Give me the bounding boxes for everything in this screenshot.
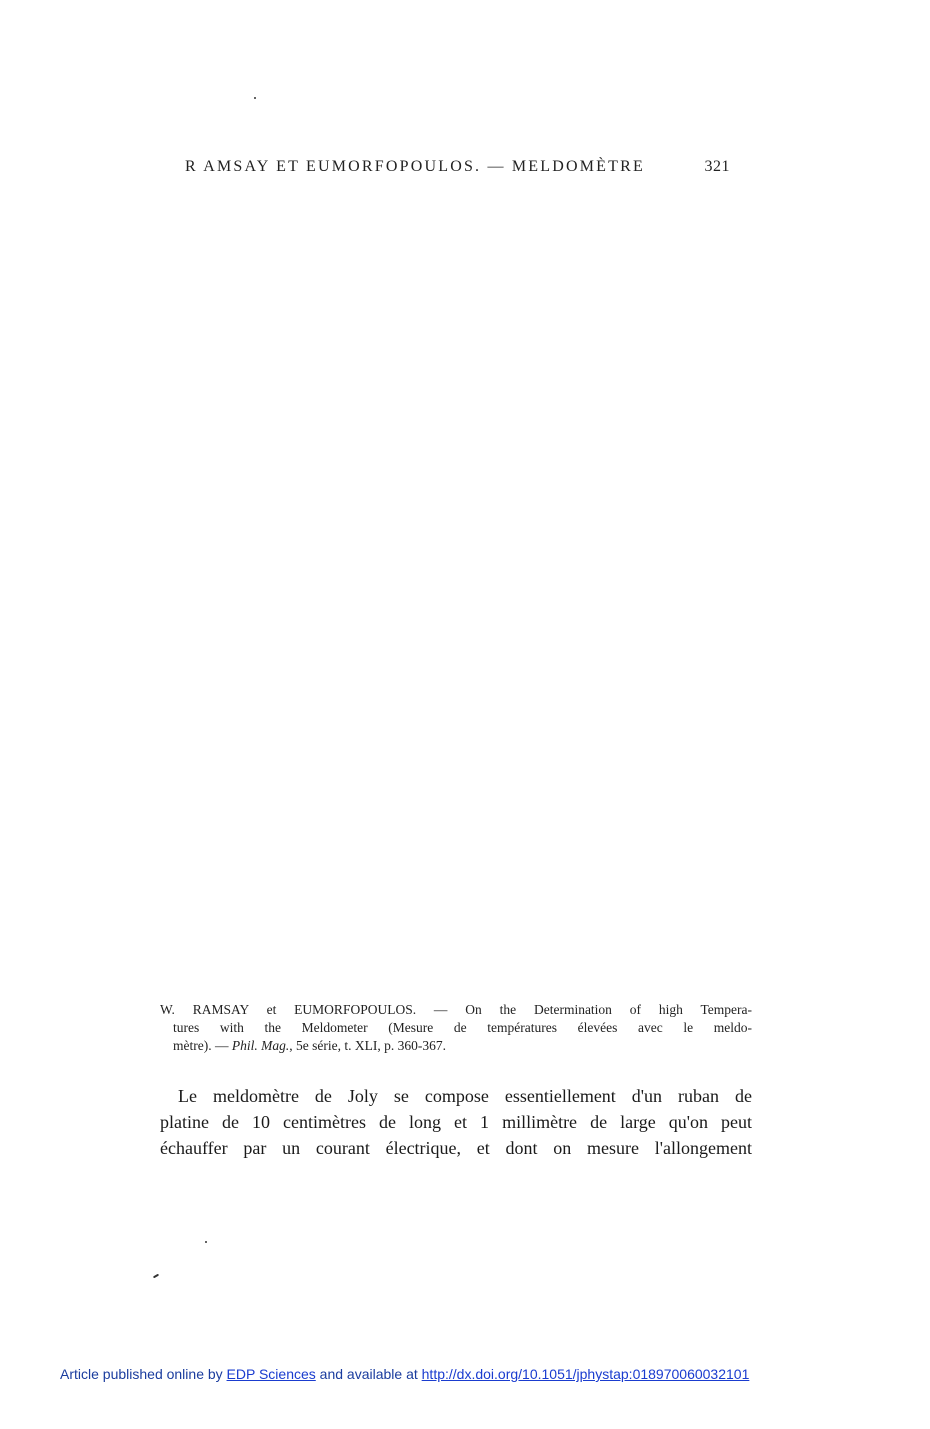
- body-line: Le meldomètre de Joly se compose essentiellement d'un ruban de: [178, 1086, 752, 1106]
- ink-speck: [153, 1274, 159, 1279]
- running-header-title: R AMSAY ET EUMORFOPOULOS. — MELDOMÈTRE: [185, 158, 645, 175]
- publisher-link[interactable]: EDP Sciences: [226, 1366, 316, 1382]
- journal-name: Phil. Mag.: [231, 1038, 290, 1053]
- body-paragraph: [160, 1083, 752, 1161]
- citation-line: W. RAMSAY et EUMORFOPOULOS. — On the Determination of high Tempera-: [160, 1002, 752, 1017]
- publication-footer: [60, 1366, 749, 1382]
- article-citation: [160, 1001, 752, 1055]
- ink-speck: [205, 1241, 207, 1243]
- footer-text: Article published online by: [60, 1366, 227, 1382]
- citation-text: mètre). —: [173, 1038, 232, 1053]
- page-number: 321: [704, 158, 730, 175]
- citation-line: tures with the Meldometer (Mesure de températures élevées avec le meldo-: [173, 1020, 752, 1035]
- body-line: platine de 10 centimètres de long et 1 millimètre de large qu'on peut: [160, 1112, 752, 1132]
- doi-link[interactable]: http://dx.doi.org/10.1051/jphystap:018970060032101: [421, 1366, 750, 1382]
- citation-text: , 5e série, t. XLI, p. 360-367.: [289, 1038, 446, 1053]
- citation-line: [160, 1037, 752, 1055]
- running-header: [185, 158, 730, 180]
- footer-text: and available at: [315, 1366, 422, 1382]
- ink-speck: [254, 97, 256, 99]
- body-line: échauffer par un courant électrique, et dont on mesure l'allongement: [160, 1138, 752, 1158]
